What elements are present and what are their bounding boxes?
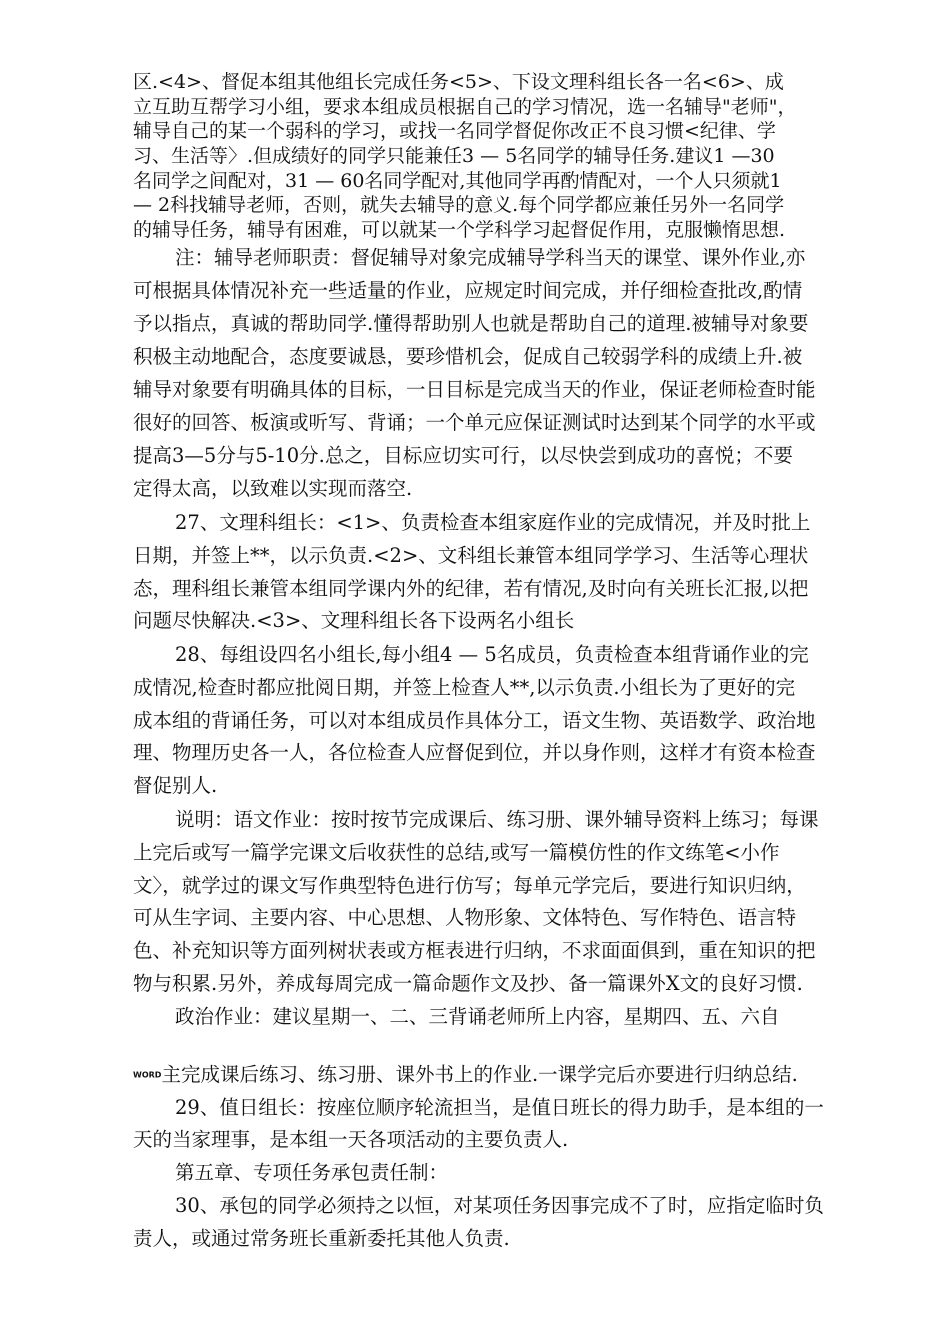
text-line: 的辅导任务，辅导有困难，可以就某一个学科学习起督促作用，克服懒惰思想. — [133, 219, 786, 241]
paragraph-28-line: 督促别人. — [133, 774, 218, 797]
text-line: 辅导自己的某一个弱科的学习，或找一名同学督促你改正不良习惯<纪律、学 — [133, 120, 776, 142]
text-line: — 2科找辅导老师，否则，就失去辅导的意义.每个同学都应兼任另外一名同学 — [133, 194, 785, 216]
note-paragraph-line: 注：辅导老师职责：督促辅导对象完成辅导学科当天的课堂、课外作业,亦 — [175, 246, 806, 269]
text-line: 区.<4>、督促本组其他组长完成任务<5>、下设文理科组长各一名<6>、成 — [133, 71, 784, 93]
politics-line: 政治作业：建议星期一、二、三背诵老师所上内容，星期四、五、六自 — [175, 1005, 780, 1028]
note-paragraph-line: 提高3—5分与5-10分.总之，目标应切实可行，以尽快尝到成功的喜悦；不要 — [133, 444, 793, 467]
paragraph-30-line: 30、承包的同学必须持之以恒，对某项任务因事完成不了时，应指定临时负 — [175, 1194, 824, 1217]
explanation-line: 物与积累.另外，养成每周完成一篇命题作文及抄、备一篇课外X文的良好习惯. — [133, 972, 803, 995]
explanation-line: 色、补充知识等方面列树状表或方框表进行归纳，不求面面俱到，重在知识的把 — [133, 939, 816, 962]
paragraph-27-line: 态，理科组长兼管本组同学课内外的纪律，若有情况,及时向有关班长汇报,以把 — [133, 577, 809, 600]
paragraph-28-line: 28、每组设四名小组长,每小组4 — 5名成员，负责检查本组背诵作业的完 — [175, 643, 809, 666]
note-paragraph-line: 辅导对象要有明确具体的目标，一日目标是完成当天的作业，保证老师检查时能 — [133, 378, 816, 401]
paragraph-27-line: 27、文理科组长：<1>、负责检查本组家庭作业的完成情况，并及时批上 — [175, 511, 811, 534]
paragraph-28-line: 理、物理历史各一人，各位检查人应督促到位，并以身作则，这样才有资本检查 — [133, 741, 816, 764]
note-paragraph-line: 积极主动地配合，态度要诚恳，要珍惜机会，促成自己较弱学科的成绩上升.被 — [133, 345, 803, 368]
text-line: 立互助互帮学习小组，要求本组成员根据自己的学习情况，选一名辅导"老师"， — [133, 96, 797, 118]
note-paragraph-line: 予以指点，真诚的帮助同学.懂得帮助别人也就是帮助自己的道理.被辅导对象要 — [133, 312, 809, 335]
explanation-line: 文〉，就学过的课文写作典型特色进行仿写；每单元学完后，要进行知识归纳， — [133, 874, 806, 897]
paragraph-30-line: 责人，或通过常务班长重新委托其他人负责. — [133, 1227, 510, 1250]
explanation-line: 说明：语文作业：按时按节完成课后、练习册、课外辅导资料上练习；每课 — [175, 808, 819, 831]
paragraph-29-line: 天的当家理事，是本组一天各项活动的主要负责人. — [133, 1128, 569, 1151]
note-paragraph-line: 很好的回答、板演或听写、背诵；一个单元应保证测试时达到某个同学的水平或 — [133, 411, 816, 434]
chapter-5-heading: 第五章、专项任务承包责任制： — [175, 1161, 449, 1184]
note-paragraph-line: 可根据具体情况补充一些适量的作业，应规定时间完成，并仔细检查批改,酌情 — [133, 279, 803, 302]
note-paragraph-line: 定得太高，以致难以实现而落空. — [133, 477, 413, 500]
politics-continuation-text: 主完成课后练习、练习册、课外书上的作业.一课学完后亦要进行归纳总结. — [161, 1063, 798, 1086]
explanation-line: 可从生字词、主要内容、中心思想、人物形象、文体特色、写作特色、语言特 — [133, 906, 797, 929]
paragraph-28-line: 成本组的背诵任务，可以对本组成员作具体分工，语文生物、英语数学、政治地 — [133, 709, 816, 732]
explanation-line: 上完后或写一篇学完课文后收获性的总结,或写一篇模仿性的作文练笔<小作 — [133, 841, 780, 864]
paragraph-27-line: 问题尽快解决.<3>、文理科组长各下设两名小组长 — [133, 609, 575, 632]
text-line: 习、生活等〉.但成绩好的同学只能兼任3 — 5名同学的辅导任务.建议1 —30 — [133, 145, 775, 167]
paragraph-28-line: 成情况,检查时都应批阅日期，并签上检查人**,以示负责.小组长为了更好的完 — [133, 676, 796, 699]
paragraph-27-line: 日期，并签上**，以示负责.<2>、文科组长兼管本组同学学习、生活等心理状 — [133, 544, 809, 567]
politics-continuation — [133, 1060, 798, 1091]
paragraph-29-line: 29、值日组长：按座位顺序轮流担当，是值日班长的得力助手，是本组的一 — [175, 1096, 824, 1119]
text-line: 名同学之间配对，31 — 60名同学配对,其他同学再酌情配对，一个人只须就1 — [133, 170, 782, 192]
word-watermark-tag: WORD — [133, 1070, 162, 1080]
